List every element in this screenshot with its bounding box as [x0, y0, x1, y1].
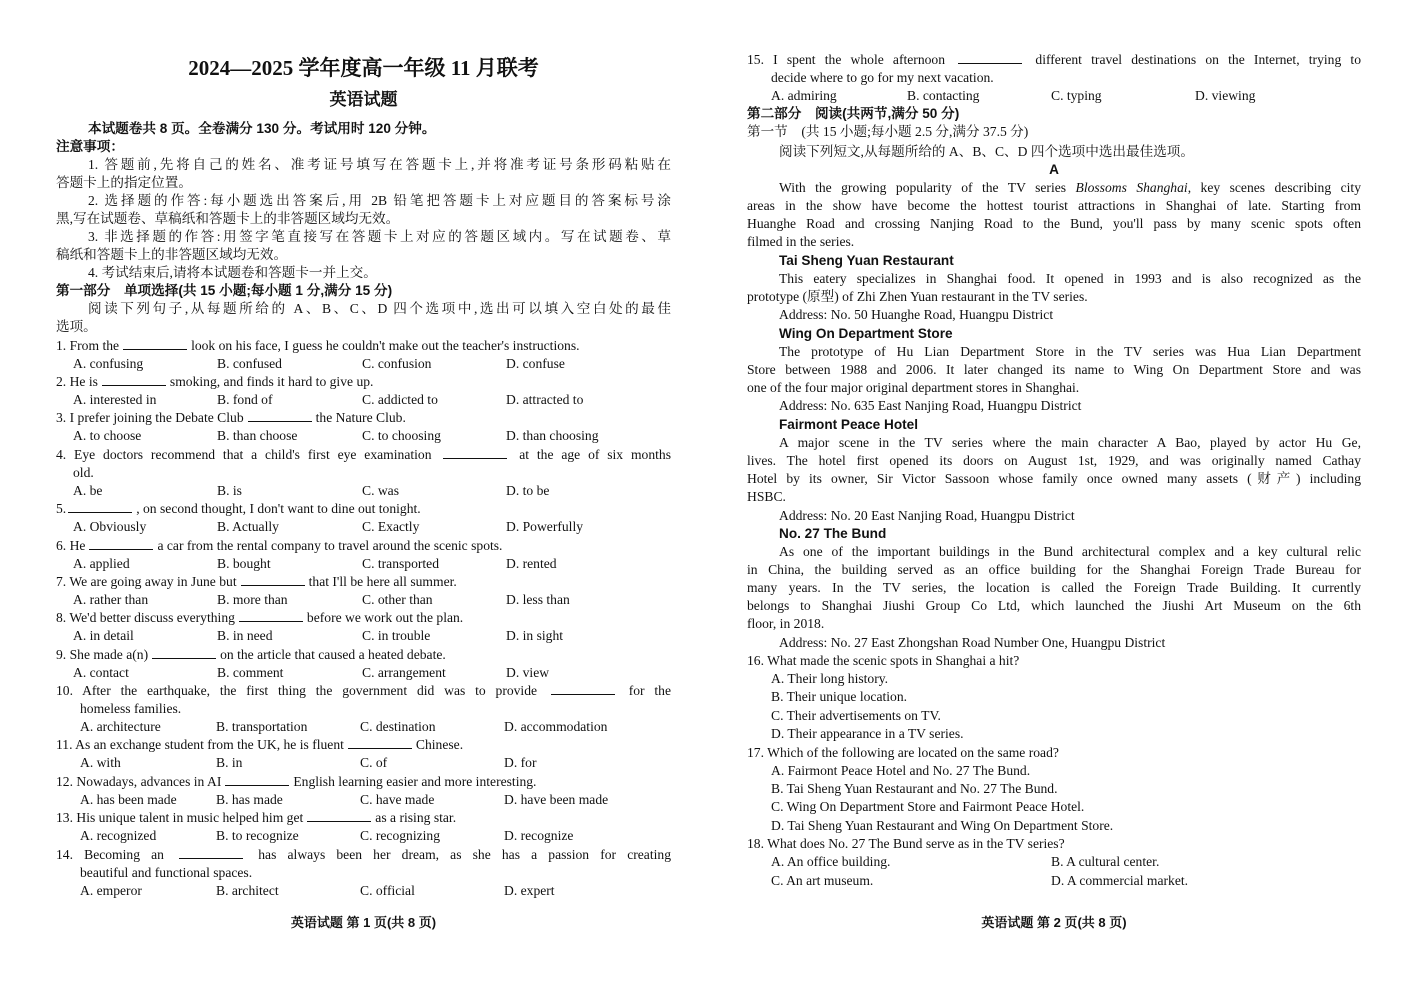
page-footer: 英语试题 第 1 页(共 8 页) [290, 915, 437, 930]
options-2: A. interested in B. fond of C. addicted to D. attracted to [73, 392, 584, 407]
answer-blank [348, 738, 412, 749]
exam-subtitle: 英语试题 [329, 90, 398, 109]
answer-blank [68, 502, 132, 513]
part1-instructions: 选项。 [56, 319, 97, 334]
spot-address: Address: No. 20 East Nanjing Road, Huangpu District [779, 508, 1075, 523]
exam-title: 2024—2025 学年度高一年级 11 月联考 [188, 56, 539, 80]
passage-line: lives. The hotel first opened its doors on August 1st, 1929, and was originally named Cathay [747, 453, 1361, 468]
question-16: 16. What made the scenic spots in Shanghai a hit? [747, 653, 1020, 668]
passage-line: Huanghe Road and crossing Nanjing Road to the Bund, you'll pass by many scenic spots often [747, 216, 1361, 231]
question-10-cont: homeless families. [80, 701, 182, 716]
question-14-cont: beautiful and functional spaces. [80, 865, 253, 880]
passage-line: The prototype of Hu Lian Department Store in the TV series was Hua Lian Department [779, 344, 1361, 359]
notes-heading: 注意事项： [56, 139, 124, 154]
spot-address: Address: No. 27 East Zhongshan Road Number One, Huangpu District [779, 635, 1166, 650]
section1-instructions: 阅读下列短文,从每题所给的 A、B、C、D 四个选项中选出最佳选项。 [779, 144, 1194, 159]
note-line: 3. 非选择题的作答:用签字笔直接写在答题卡上对应的答题区域内。写在试题卷、草 [88, 229, 671, 244]
answer-blank [958, 53, 1022, 64]
option: C. Wing On Department Store and Fairmont Peace Hotel. [771, 799, 1085, 814]
option: C. Their advertisements on TV. [771, 708, 941, 723]
option: D. Tai Sheng Yuan Restaurant and Wing On Department Store. [771, 818, 1114, 833]
options-13: A. recognized B. to recognize C. recognizing D. recognize [80, 828, 574, 843]
question-9: 9. She made a(n) on the article that caused a heated debate. [56, 647, 446, 662]
question-18: 18. What does No. 27 The Bund serve as in the TV series? [747, 836, 1065, 851]
note-line: 黑,写在试题卷、草稿纸和答题卡上的非答题区域均无效。 [56, 211, 400, 226]
question-6: 6. He a car from the rental company to travel around the scenic spots. [56, 538, 503, 553]
passage-line: areas in the show have become the hottest tourist attractions in Shanghai of late. Starting from [747, 198, 1361, 213]
passage-line: in China, the building served as an office building for the Shanghai Foreign Trade Bureau for [747, 562, 1361, 577]
note-line: 4. 考试结束后,请将本试题卷和答题卡一并上交。 [88, 265, 377, 280]
passage-line: A major scene in the TV series where the main character A Bao, played by actor Hu Ge, [779, 435, 1361, 450]
part1-instructions: 阅读下列句子,从每题所给的 A、B、C、D 四个选项中,选出可以填入空白处的最佳 [88, 301, 671, 316]
options-12: A. has been made B. has made C. have made D. have been made [80, 792, 609, 807]
exam-page-1 [56, 0, 671, 983]
answer-blank [443, 448, 507, 459]
question-17: 17. Which of the following are located on the same road? [747, 745, 1059, 760]
part2-heading: 第二部分 阅读(共两节,满分 50 分) [747, 106, 960, 121]
options-14: A. emperor B. architect C. official D. expert [80, 883, 555, 898]
question-5: 5. , on second thought, I don't want to dine out tonight. [56, 501, 421, 516]
passage-line: floor, in 2018. [747, 616, 825, 631]
question-3: 3. I prefer joining the Debate Club the Nature Club. [56, 410, 406, 425]
question-4: 4. Eye doctors recommend that a child's first eye examination at the age of six months [56, 447, 671, 462]
question-7: 7. We are going away in June but that I'll be here all summer. [56, 574, 457, 589]
question-11: 11. As an exchange student from the UK, he is fluent Chinese. [56, 737, 464, 752]
options-5: A. Obviously B. Actually C. Exactly D. Powerfully [73, 519, 584, 534]
section1-heading: 第一节 (共 15 小题;每小题 2.5 分,满分 37.5 分) [747, 124, 1029, 139]
answer-blank [551, 684, 615, 695]
passage-line: Hotel by its owner, Sir Victor Sassoon whose family once owned many assets (财产) including [747, 471, 1361, 486]
question-15: 15. I spent the whole afternoon different travel destinations on the Internet, trying to [747, 52, 1362, 67]
answer-blank [102, 375, 166, 386]
passage-line: filmed in the series. [747, 234, 855, 249]
options-18: C. An art museum. D. A commercial market. [771, 873, 1189, 888]
passage-line: one of the four major original department stores in Shanghai. [747, 380, 1080, 395]
passage-line: HSBC. [747, 489, 786, 504]
answer-blank [307, 811, 371, 822]
question-8: 8. We'd better discuss everything before we work out the plan. [56, 610, 464, 625]
passage-line: Store between 1988 and 2006. It later changed its name to Wing On Department Store and was [747, 362, 1361, 377]
question-14: 14. Becoming an has always been her dream, as she has a passion for creating [56, 847, 671, 862]
part1-heading: 第一部分 单项选择(共 15 小题;每小题 1 分,满分 15 分) [56, 283, 393, 298]
option: B. Tai Sheng Yuan Restaurant and No. 27 The Bund. [771, 781, 1058, 796]
options-3: A. to choose B. than choose C. to choosing D. than choosing [73, 428, 599, 443]
note-line: 稿纸和答题卡上的非答题区域均无效。 [56, 247, 288, 262]
page-footer: 英语试题 第 2 页(共 8 页) [981, 915, 1127, 930]
options-4: A. be B. is C. was D. to be [73, 483, 550, 498]
question-15-cont: decide where to go for my next vacation. [771, 70, 994, 85]
answer-blank [123, 339, 187, 350]
answer-blank [152, 648, 216, 659]
passage-line: prototype (原型) of Zhi Zhen Yuan restaurant in the TV series. [747, 289, 1088, 304]
answer-blank [239, 611, 303, 622]
option: A. Their long history. [771, 671, 889, 686]
question-4-cont: old. [73, 465, 94, 480]
answer-blank [89, 539, 153, 550]
option: D. Their appearance in a TV series. [771, 726, 964, 741]
note-line: 答题卡上的指定位置。 [56, 175, 192, 190]
answer-blank [179, 848, 243, 859]
spot-address: Address: No. 635 East Nanjing Road, Huangpu District [779, 398, 1082, 413]
question-2: 2. He is smoking, and finds it hard to give up. [56, 374, 374, 389]
options-10: A. architecture B. transportation C. destination D. accommodation [80, 719, 608, 734]
question-12: 12. Nowadays, advances in AI English learning easier and more interesting. [56, 774, 537, 789]
answer-blank [241, 575, 305, 586]
spot-title: Tai Sheng Yuan Restaurant [779, 253, 954, 268]
options-6: A. applied B. bought C. transported D. rented [73, 556, 557, 571]
options-15: A. admiring B. contacting C. typing D. viewing [771, 88, 1256, 103]
passage-label: A [1049, 162, 1059, 177]
options-1: A. confusing B. confused C. confusion D. confuse [73, 356, 565, 371]
passage-line: This eatery specializes in Shanghai food. It opened in 1993 and is also recognized as the [779, 271, 1361, 286]
question-1: 1. From the look on his face, I guess he couldn't make out the teacher's instructions. [56, 338, 580, 353]
question-10: 10. After the earthquake, the first thing the government did was to provide for the [56, 683, 671, 698]
option: B. Their unique location. [771, 689, 908, 704]
series-title: Blossoms Shanghai [1075, 180, 1188, 195]
passage-line: With the growing popularity of the TV series Blossoms Shanghai, key scenes describing city [779, 180, 1361, 195]
options-9: A. contact B. comment C. arrangement D. view [73, 665, 550, 680]
note-line: 1. 答题前,先将自己的姓名、准考证号填写在答题卡上,并将准考证号条形码粘贴在 [88, 157, 671, 172]
options-18: A. An office building. B. A cultural center. [771, 854, 1160, 869]
spot-title: Wing On Department Store [779, 326, 953, 341]
answer-blank [248, 411, 312, 422]
options-7: A. rather than B. more than C. other than D. less than [73, 592, 570, 607]
passage-line: belongs to Shanghai Jiushi Group Co Ltd, which launched the Jiushi Art Museum on the 6th [747, 598, 1361, 613]
options-11: A. with B. in C. of D. for [80, 755, 537, 770]
options-8: A. in detail B. in need C. in trouble D. in sight [73, 628, 564, 643]
spot-address: Address: No. 50 Huanghe Road, Huangpu District [779, 307, 1054, 322]
spot-title: No. 27 The Bund [779, 526, 887, 541]
passage-line: many years. In the TV series, the location is called the Foreign Trade Building. It currently [747, 580, 1361, 595]
question-13: 13. His unique talent in music helped him get as a rising star. [56, 810, 457, 825]
spot-title: Fairmont Peace Hotel [779, 417, 918, 432]
option: A. Fairmont Peace Hotel and No. 27 The Bund. [771, 763, 1031, 778]
passage-line: As one of the important buildings in the Bund architectural complex and a key cultural relic [779, 544, 1361, 559]
exam-page-2 [747, 0, 1361, 983]
exam-intro: 本试题卷共 8 页。全卷满分 130 分。考试用时 120 分钟。 [88, 121, 436, 136]
answer-blank [225, 775, 289, 786]
note-line: 2. 选择题的作答:每小题选出答案后,用 2B 铅笔把答题卡上对应题目的答案标号涂 [88, 193, 671, 208]
